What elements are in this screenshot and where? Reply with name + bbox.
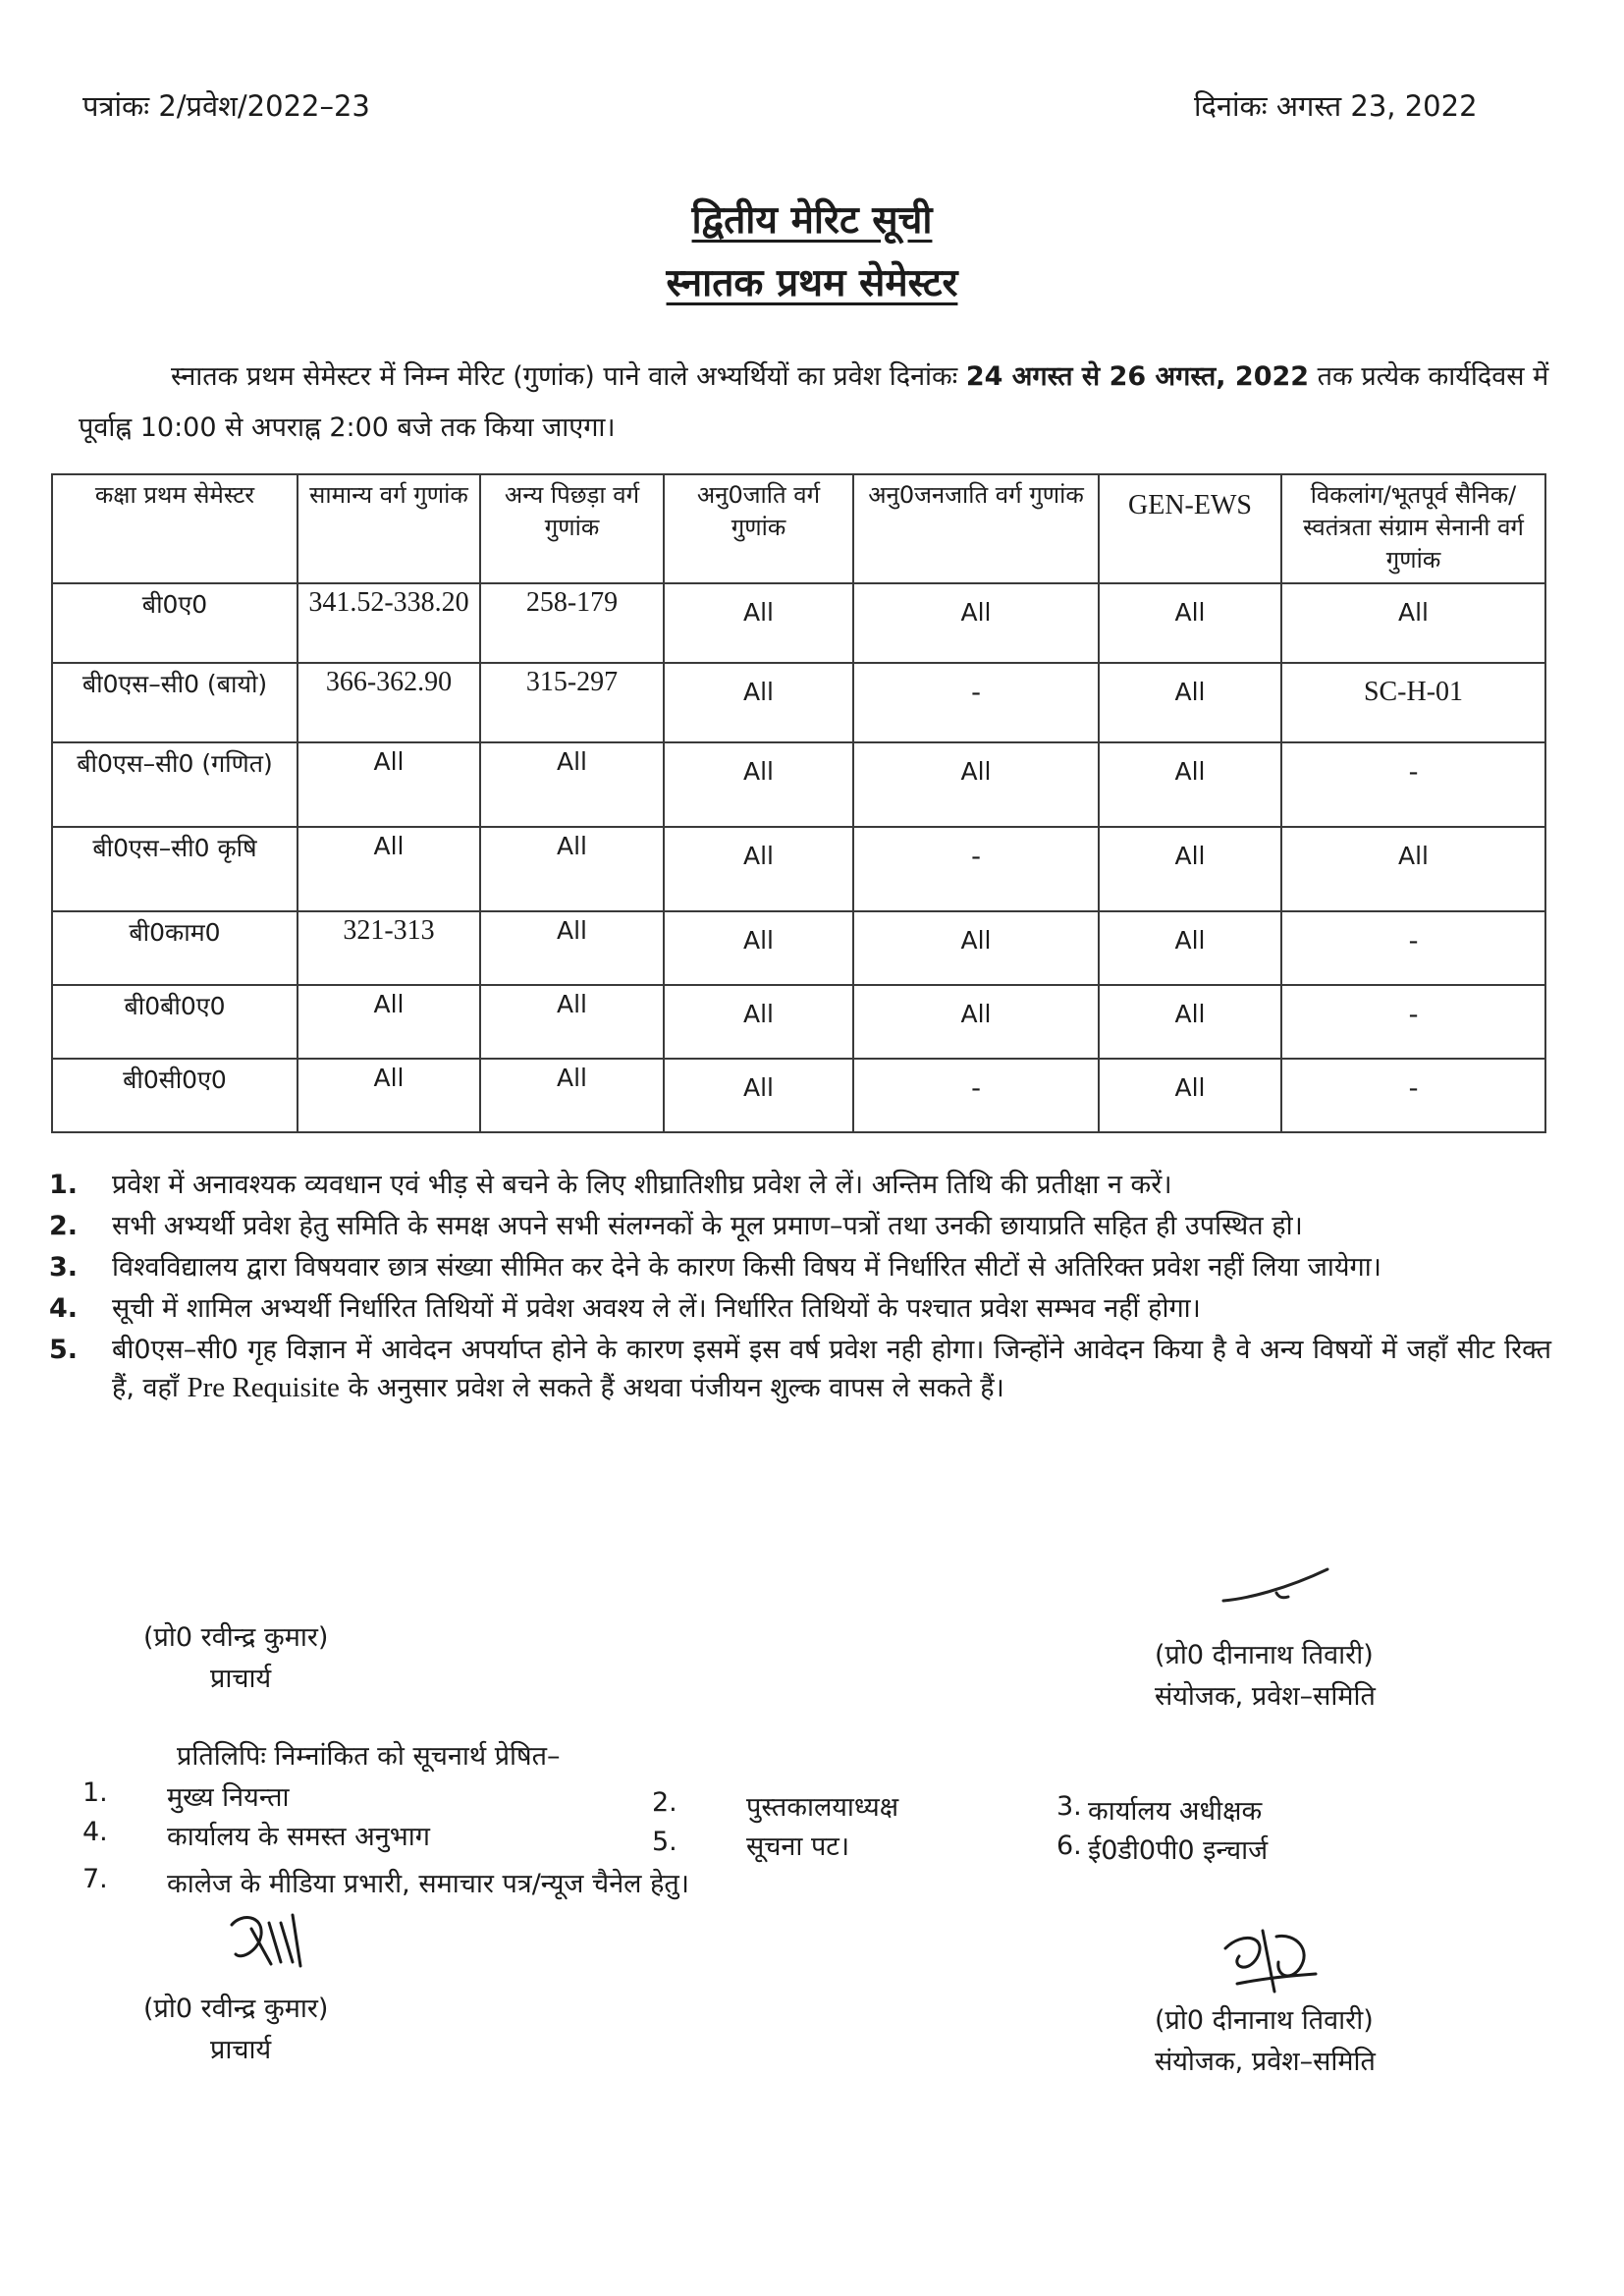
merit-cell: All	[853, 911, 1099, 985]
table-header-row	[52, 474, 1545, 583]
merit-cell: All	[480, 1059, 664, 1132]
note-item: 1. प्रवेश में अनावश्यक व्यवधान एवं भीड़ से बचने के लिए शीघ्रातिशीघ्र प्रवेश ले लें। अन्तिम तिथि की प्रतीक्षा न करें।	[49, 1170, 1172, 1200]
header-class: कक्षा प्रथम सेमेस्टर	[52, 474, 298, 583]
header-obc: अन्य पिछड़ा वर्ग गुणांक	[480, 474, 664, 583]
merit-cell: All	[298, 1059, 480, 1132]
table-row	[52, 663, 1545, 742]
note-item: 5. बी0एस–सी0 गृह विज्ञान में आवेदन अपर्याप्त होने के कारण इसमें इस वर्ष प्रवेश नही होगा। जिन्होंने आवेदन किया है वे अन्य विषयों में जहाँ सीट रिक्त हैं, वहाँ Pre Requisite के अनुसार प्रवेश ले सकते हैं अथवा पंजीयन शुल्क वापस ले सकते हैं।	[49, 1335, 1551, 1403]
table-row	[52, 1059, 1545, 1132]
intro-text-1: स्नातक प्रथम सेमेस्टर में निम्न मेरिट (गुणांक) पाने वाले अभ्यर्थियों का प्रवेश दिनांकः	[171, 361, 966, 392]
document-date: दिनांकः अगस्त 23, 2022	[1194, 89, 1478, 123]
note-item: 2. सभी अभ्यर्थी प्रवेश हेतु समिति के समक्ष अपने सभी संलग्नकों के मूल प्रमाण–पत्रों तथा उनकी छायाप्रति सहित ही उपस्थित हो।	[49, 1211, 1303, 1241]
merit-cell: All	[664, 663, 853, 742]
merit-cell: All	[853, 985, 1099, 1059]
principal-title-2: प्राचार्य	[210, 2035, 272, 2065]
header-sc: अनु0जाति वर्ग गुणांक	[664, 474, 853, 583]
header-special: विकलांग/भूतपूर्व सैनिक/स्वतंत्रता संग्राम सेनानी वर्ग गुणांक	[1281, 474, 1545, 583]
reference-number: पत्रांकः 2/प्रवेश/2022–23	[82, 89, 370, 123]
intro-paragraph	[79, 352, 1561, 454]
copy-item-number: 4.	[82, 1817, 108, 1847]
copy-item-text: कालेज के मीडिया प्रभारी, समाचार पत्र/न्यूज चैनेल हेतु।	[167, 1869, 690, 1899]
merit-cell: All	[1099, 1059, 1281, 1132]
header-general: सामान्य वर्ग गुणांक	[298, 474, 480, 583]
principal-name-1: (प्रो0 रवीन्द्र कुमार)	[143, 1622, 329, 1653]
copy-heading: प्रतिलिपिः निम्नांकित को सूचनार्थ प्रेषित–	[177, 1741, 561, 1772]
merit-table	[51, 473, 1546, 1133]
merit-cell: All	[480, 985, 664, 1059]
merit-cell: -	[1281, 985, 1545, 1059]
merit-cell: All	[480, 911, 664, 985]
instructions-list	[49, 1167, 1551, 1411]
signature-mark-convener-2	[1218, 1923, 1326, 2001]
merit-cell: 321-313	[298, 911, 480, 985]
table-row	[52, 985, 1545, 1059]
signature-mark-principal	[222, 1905, 310, 1974]
intro-dates: 24 अगस्त से 26 अगस्त, 2022	[965, 361, 1310, 392]
page-subtitle: स्नातक प्रथम सेमेस्टर	[666, 261, 958, 305]
copy-item-text: मुख्य नियन्ता	[167, 1782, 290, 1813]
merit-cell: All	[853, 583, 1099, 663]
merit-cell: SC-H-01	[1281, 663, 1545, 742]
course-cell: बी0सी0ए0	[52, 1059, 298, 1132]
merit-cell: -	[1281, 1059, 1545, 1132]
page-title: द्वितीय मेरिट सूची	[691, 198, 933, 243]
merit-cell: All	[298, 985, 480, 1059]
table-row	[52, 827, 1545, 911]
merit-cell: -	[1281, 742, 1545, 827]
table-row	[52, 583, 1545, 663]
header-st: अनु0जनजाति वर्ग गुणांक	[853, 474, 1099, 583]
merit-cell: All	[664, 911, 853, 985]
merit-cell: All	[664, 742, 853, 827]
copy-item-text: कार्यालय अधीक्षक	[1088, 1796, 1263, 1827]
copy-item-text: पुस्तकालयाध्यक्ष	[746, 1792, 899, 1823]
note-item: 4. सूची में शामिल अभ्यर्थी निर्धारित तिथियों में प्रवेश अवश्य ले लें। निर्धारित तिथियों के पश्चात प्रवेश सम्भव नहीं होगा।	[49, 1293, 1201, 1324]
copy-item-number: 6.	[1056, 1831, 1082, 1861]
merit-cell: All	[298, 742, 480, 827]
merit-cell: -	[853, 827, 1099, 911]
merit-cell: All	[1099, 742, 1281, 827]
merit-cell: 341.52-338.20	[298, 583, 480, 663]
merit-cell: All	[1099, 663, 1281, 742]
convener-name-1: (प्रो0 दीनानाथ तिवारी)	[1155, 1640, 1374, 1670]
course-cell: बी0एस–सी0 (बायो)	[52, 663, 298, 742]
principal-title-1: प्राचार्य	[210, 1664, 272, 1694]
course-cell: बी0एस–सी0 कृषि	[52, 827, 298, 911]
copy-item-number: 1.	[82, 1777, 108, 1808]
copy-item-text: कार्यालय के समस्त अनुभाग	[167, 1822, 430, 1852]
merit-cell: 366-362.90	[298, 663, 480, 742]
note-item: 3. विश्वविद्यालय द्वारा विषयवार छात्र संख्या सीमित कर देने के कारण किसी विषय में निर्धारित सीटों से अतिरिक्त प्रवेश नहीं लिया जायेगा।	[49, 1252, 1381, 1283]
merit-cell: 315-297	[480, 663, 664, 742]
merit-cell: All	[1099, 911, 1281, 985]
merit-cell: All	[480, 742, 664, 827]
merit-cell: All	[480, 827, 664, 911]
course-cell: बी0काम0	[52, 911, 298, 985]
signature-mark-convener-1	[1218, 1563, 1335, 1613]
intro-text-2: तक प्रत्येक कार्यदिवस में पूर्वाह्न 10:00 से अपराह्न 2:00 बजे तक किया जाएगा।	[79, 361, 1549, 443]
merit-cell: All	[1099, 583, 1281, 663]
convener-title-1: संयोजक, प्रवेश–समिति	[1155, 1681, 1376, 1712]
merit-cell: -	[1281, 911, 1545, 985]
header-gen-ews: GEN-EWS	[1099, 474, 1281, 583]
course-cell: बी0ए0	[52, 583, 298, 663]
copy-item-number: 7.	[82, 1864, 108, 1894]
copy-item-number: 5.	[652, 1827, 677, 1857]
course-cell: बी0बी0ए0	[52, 985, 298, 1059]
table-row	[52, 742, 1545, 827]
principal-name-2: (प्रो0 रवीन्द्र कुमार)	[143, 1994, 329, 2024]
merit-cell: -	[853, 1059, 1099, 1132]
course-cell: बी0एस–सी0 (गणित)	[52, 742, 298, 827]
merit-cell: All	[664, 985, 853, 1059]
merit-cell: All	[664, 1059, 853, 1132]
merit-cell: 258-179	[480, 583, 664, 663]
merit-cell: All	[1099, 827, 1281, 911]
copy-item-number: 2.	[652, 1787, 677, 1818]
merit-cell: All	[1281, 827, 1545, 911]
merit-cell: All	[853, 742, 1099, 827]
copy-item-text: सूचना पट।	[746, 1831, 850, 1862]
convener-name-2: (प्रो0 दीनानाथ तिवारी)	[1155, 2005, 1374, 2036]
merit-cell: All	[1099, 985, 1281, 1059]
merit-cell: All	[298, 827, 480, 911]
merit-cell: All	[1281, 583, 1545, 663]
table-row	[52, 911, 1545, 985]
merit-cell: All	[664, 583, 853, 663]
merit-cell: All	[664, 827, 853, 911]
copy-item-text: ई0डी0पी0 इन्चार्ज	[1088, 1835, 1269, 1866]
convener-title-2: संयोजक, प्रवेश–समिति	[1155, 2047, 1376, 2077]
merit-cell: -	[853, 663, 1099, 742]
copy-item-number: 3.	[1056, 1791, 1082, 1822]
